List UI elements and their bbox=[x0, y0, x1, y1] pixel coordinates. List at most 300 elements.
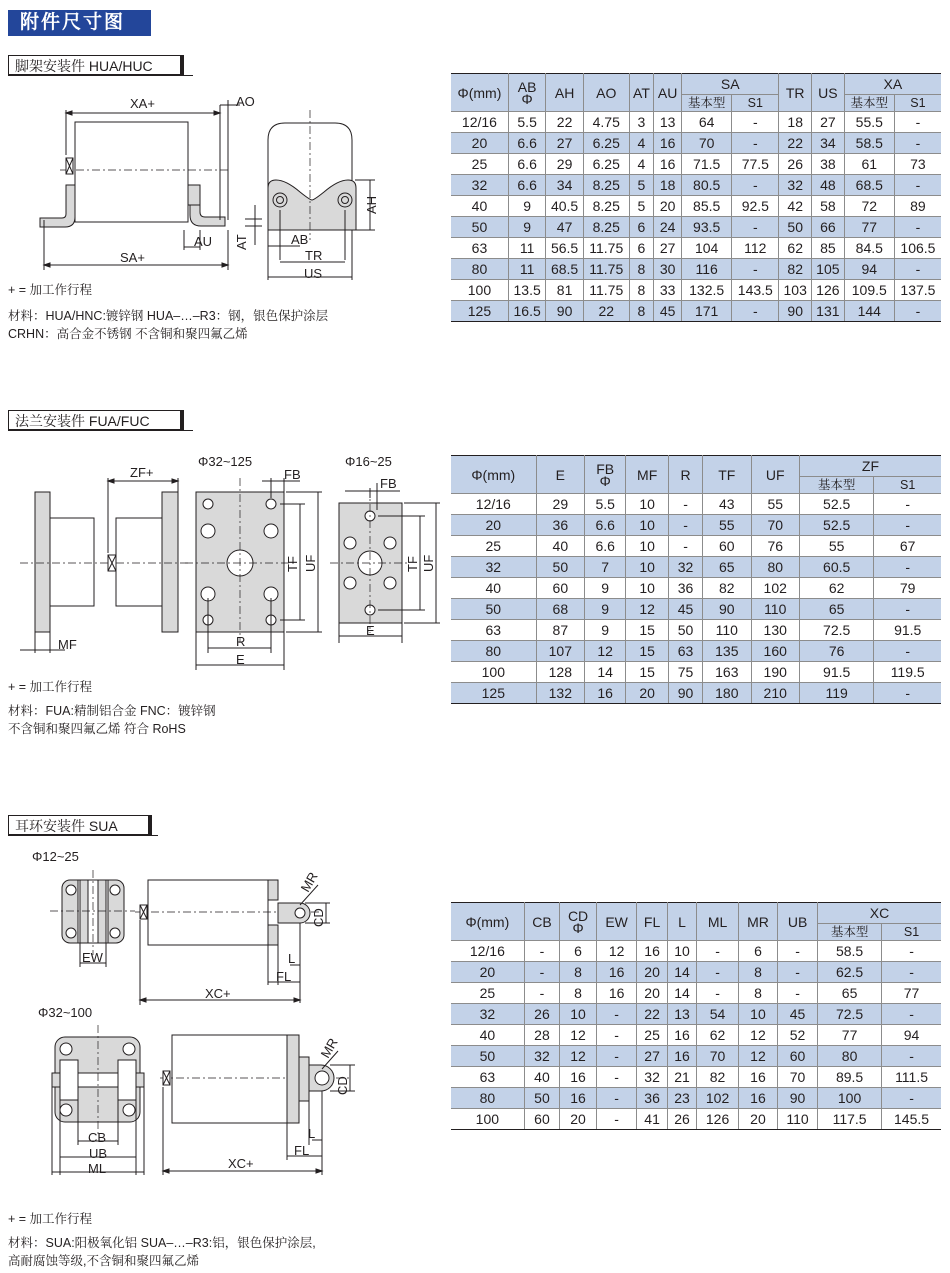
clevis-mount-drawing bbox=[0, 845, 445, 1200]
table-cell: 62 bbox=[779, 238, 812, 259]
table-cell: 32 bbox=[451, 557, 536, 578]
table-cell: - bbox=[596, 1088, 636, 1109]
table-cell: 60.5 bbox=[799, 557, 873, 578]
table-cell: 16 bbox=[585, 683, 626, 704]
table-cell: - bbox=[894, 175, 941, 196]
table-cell: 6 bbox=[560, 941, 597, 962]
table-row bbox=[451, 515, 941, 536]
table-cell: 14 bbox=[667, 962, 696, 983]
table-cell: 41 bbox=[637, 1109, 668, 1130]
table-cell: 110 bbox=[751, 599, 799, 620]
table-cell: 111.5 bbox=[882, 1067, 941, 1088]
table-cell: 70 bbox=[778, 1067, 818, 1088]
dim-cd-big: CD bbox=[335, 1076, 350, 1095]
table-cell: 22 bbox=[546, 112, 583, 133]
table-cell: 15 bbox=[626, 641, 669, 662]
table-cell: 80 bbox=[818, 1046, 882, 1067]
table-cell: 52 bbox=[778, 1025, 818, 1046]
table-cell: 16 bbox=[560, 1067, 597, 1088]
table-cell: 22 bbox=[583, 301, 629, 322]
table-cell: 84.5 bbox=[844, 238, 894, 259]
table-cell: 8 bbox=[738, 962, 777, 983]
fua-dimension-table bbox=[451, 455, 941, 704]
table-cell: 40 bbox=[451, 196, 508, 217]
table-cell: 6 bbox=[629, 217, 654, 238]
dim-uf-small: UF bbox=[421, 554, 436, 572]
dim-tf: TF bbox=[285, 556, 300, 572]
table-cell: 47 bbox=[546, 217, 583, 238]
table-cell: 90 bbox=[668, 683, 702, 704]
table-cell: 12 bbox=[738, 1046, 777, 1067]
header-cell: XA bbox=[844, 74, 941, 95]
table-cell: - bbox=[874, 641, 941, 662]
header-cell: L bbox=[667, 903, 696, 941]
dim-xc-big: XC+ bbox=[228, 1156, 254, 1171]
subheader-cell: S1 bbox=[732, 95, 779, 112]
table-cell: - bbox=[882, 1088, 941, 1109]
table-cell: 12 bbox=[626, 599, 669, 620]
table-cell: 60 bbox=[536, 578, 584, 599]
dim-cd: CD bbox=[311, 908, 326, 927]
table-row bbox=[451, 662, 941, 683]
table-cell: 102 bbox=[751, 578, 799, 599]
table-cell: 4 bbox=[629, 154, 654, 175]
page-title-banner bbox=[8, 10, 151, 36]
table-row bbox=[451, 175, 941, 196]
table-cell: 12 bbox=[596, 941, 636, 962]
table-cell: 10 bbox=[667, 941, 696, 962]
table-cell: 48 bbox=[812, 175, 845, 196]
table-cell: 80.5 bbox=[682, 175, 732, 196]
dim-uf: UF bbox=[303, 554, 318, 572]
table-cell: 91.5 bbox=[874, 620, 941, 641]
section-divider bbox=[8, 835, 158, 836]
table-cell: 70 bbox=[682, 133, 732, 154]
table-row bbox=[451, 641, 941, 662]
table-cell: 10 bbox=[626, 536, 669, 557]
table-cell: 25 bbox=[451, 154, 508, 175]
foot-mount-drawing bbox=[0, 80, 440, 280]
table-cell: 90 bbox=[779, 301, 812, 322]
table-cell: 70 bbox=[697, 1046, 739, 1067]
section-notes-hua bbox=[8, 281, 328, 343]
table-cell: - bbox=[778, 962, 818, 983]
table-row bbox=[451, 280, 941, 301]
table-cell: 36 bbox=[637, 1088, 668, 1109]
table-row bbox=[451, 620, 941, 641]
header-cell: TR bbox=[779, 74, 812, 112]
dim-ml: ML bbox=[88, 1161, 107, 1176]
table-cell: 100 bbox=[451, 662, 536, 683]
header-cell: FB Φ bbox=[585, 456, 626, 494]
table-cell: 10 bbox=[626, 515, 669, 536]
table-cell: 20 bbox=[451, 133, 508, 154]
table-cell: 26 bbox=[667, 1109, 696, 1130]
label-size-32-125: Φ32~125 bbox=[198, 454, 253, 469]
table-cell: 89.5 bbox=[818, 1067, 882, 1088]
note-material-2: 高耐腐蚀等级,不含铜和聚四氟乙烯 bbox=[8, 1254, 199, 1268]
table-cell: 50 bbox=[451, 1046, 524, 1067]
table-row bbox=[451, 557, 941, 578]
note-stroke: + = 加工作行程 bbox=[8, 1212, 93, 1226]
table-cell: 117.5 bbox=[818, 1109, 882, 1130]
dim-ub: UB bbox=[89, 1146, 108, 1161]
table-row bbox=[451, 683, 941, 704]
table-row bbox=[451, 578, 941, 599]
table-cell: 12/16 bbox=[451, 941, 524, 962]
table-cell: 10 bbox=[560, 1004, 597, 1025]
table-row bbox=[451, 196, 941, 217]
table-cell: 90 bbox=[778, 1088, 818, 1109]
table-row bbox=[451, 217, 941, 238]
table-cell: 80 bbox=[451, 1088, 524, 1109]
table-cell: 11 bbox=[508, 259, 545, 280]
note-stroke: + = 加工作行程 bbox=[8, 283, 93, 297]
table-body bbox=[451, 941, 941, 1130]
table-cell: 66 bbox=[812, 217, 845, 238]
table-cell: 15 bbox=[626, 620, 669, 641]
header-cell: AB Φ bbox=[508, 74, 545, 112]
table-cell: 55 bbox=[799, 536, 873, 557]
table-cell: 104 bbox=[682, 238, 732, 259]
table-cell: 70 bbox=[751, 515, 799, 536]
table-cell: 82 bbox=[697, 1067, 739, 1088]
table-cell: - bbox=[894, 217, 941, 238]
section-title-sua: 耳环安装件 SUA bbox=[8, 815, 148, 835]
table-cell: 11.75 bbox=[583, 238, 629, 259]
header-cell: SA bbox=[682, 74, 779, 95]
table-cell: 100 bbox=[818, 1088, 882, 1109]
table-cell: 190 bbox=[751, 662, 799, 683]
table-cell: 25 bbox=[637, 1025, 668, 1046]
header-cell: Φ(mm) bbox=[451, 456, 536, 494]
table-cell: 112 bbox=[732, 238, 779, 259]
table-cell: 125 bbox=[451, 301, 508, 322]
table-row bbox=[451, 536, 941, 557]
table-cell: 11.75 bbox=[583, 259, 629, 280]
table-row bbox=[451, 962, 941, 983]
table-cell: 9 bbox=[585, 578, 626, 599]
table-cell: - bbox=[894, 112, 941, 133]
dim-at: AT bbox=[234, 234, 249, 250]
header-cell: MF bbox=[626, 456, 669, 494]
table-cell: 143.5 bbox=[732, 280, 779, 301]
table-cell: 77 bbox=[818, 1025, 882, 1046]
table-cell: 16 bbox=[667, 1025, 696, 1046]
header-cell: CB bbox=[524, 903, 559, 941]
table-cell: - bbox=[732, 133, 779, 154]
table-cell: 12 bbox=[560, 1025, 597, 1046]
table-body bbox=[451, 112, 941, 322]
table-cell: 13 bbox=[654, 112, 682, 133]
table-cell: 58.5 bbox=[818, 941, 882, 962]
table-cell: 16 bbox=[654, 133, 682, 154]
table-cell: 54 bbox=[697, 1004, 739, 1025]
table-cell: 63 bbox=[451, 1067, 524, 1088]
table-row bbox=[451, 301, 941, 322]
table-cell: 73 bbox=[894, 154, 941, 175]
table-cell: 125 bbox=[451, 683, 536, 704]
table-cell: 23 bbox=[667, 1088, 696, 1109]
table-cell: 14 bbox=[667, 983, 696, 1004]
table-cell: 6.6 bbox=[585, 536, 626, 557]
dim-mf: MF bbox=[58, 637, 77, 652]
table-cell: 6.6 bbox=[508, 154, 545, 175]
table-cell: 34 bbox=[546, 175, 583, 196]
table-cell: 67 bbox=[874, 536, 941, 557]
table-cell: 126 bbox=[697, 1109, 739, 1130]
dim-fb: FB bbox=[284, 467, 301, 482]
table-row bbox=[451, 1046, 941, 1067]
table-cell: - bbox=[697, 962, 739, 983]
section-notes-fua bbox=[8, 678, 216, 738]
dim-sa: SA+ bbox=[120, 250, 145, 265]
table-cell: 5.5 bbox=[508, 112, 545, 133]
header-cell: E bbox=[536, 456, 584, 494]
dim-ao: AO bbox=[236, 94, 255, 109]
table-cell: 32 bbox=[668, 557, 702, 578]
dim-xc: XC+ bbox=[205, 986, 231, 1001]
table-cell: 40 bbox=[451, 1025, 524, 1046]
table-cell: 100 bbox=[451, 1109, 524, 1130]
table-cell: 119.5 bbox=[874, 662, 941, 683]
table-row bbox=[451, 494, 941, 515]
table-cell: 63 bbox=[668, 641, 702, 662]
table-cell: 72.5 bbox=[799, 620, 873, 641]
table-cell: 6.25 bbox=[583, 154, 629, 175]
table-row bbox=[451, 983, 941, 1004]
table-cell: 80 bbox=[451, 641, 536, 662]
table-cell: 63 bbox=[451, 238, 508, 259]
header-cell: US bbox=[812, 74, 845, 112]
table-cell: 7 bbox=[585, 557, 626, 578]
dim-fl: FL bbox=[276, 969, 292, 984]
table-row bbox=[451, 154, 941, 175]
dim-xa: XA+ bbox=[130, 96, 155, 111]
table-cell: 8 bbox=[560, 983, 597, 1004]
table-cell: - bbox=[697, 941, 739, 962]
table-cell: 6.6 bbox=[508, 133, 545, 154]
table-row bbox=[451, 259, 941, 280]
subheader-cell: 基本型 bbox=[844, 95, 894, 112]
subheader-cell: S1 bbox=[894, 95, 941, 112]
label-size-32-100: Φ32~100 bbox=[38, 1005, 93, 1020]
dim-tr: TR bbox=[305, 248, 323, 263]
table-cell: 11 bbox=[508, 238, 545, 259]
table-cell: 36 bbox=[536, 515, 584, 536]
table-cell: 116 bbox=[682, 259, 732, 280]
table-cell: 85 bbox=[812, 238, 845, 259]
table-cell: 58 bbox=[812, 196, 845, 217]
table-cell: 91.5 bbox=[799, 662, 873, 683]
table-cell: 6.6 bbox=[585, 515, 626, 536]
table-cell: - bbox=[894, 133, 941, 154]
table-cell: 12/16 bbox=[451, 112, 508, 133]
table-cell: - bbox=[668, 536, 702, 557]
table-cell: 105 bbox=[812, 259, 845, 280]
header-cell: XC bbox=[818, 903, 941, 924]
table-cell: 45 bbox=[668, 599, 702, 620]
table-cell: 5.5 bbox=[585, 494, 626, 515]
table-cell: 50 bbox=[536, 557, 584, 578]
label-size-12-25: Φ12~25 bbox=[32, 849, 79, 864]
section-notes-sua bbox=[8, 1210, 316, 1270]
table-cell: 16 bbox=[596, 983, 636, 1004]
table-cell: 8 bbox=[629, 280, 654, 301]
note-material: 材料：SUA:阳极氧化铝 SUA–…–R3:铝，银色保护涂层, bbox=[8, 1236, 316, 1250]
table-cell: 102 bbox=[697, 1088, 739, 1109]
table-cell: - bbox=[882, 962, 941, 983]
table-cell: - bbox=[668, 515, 702, 536]
table-cell: 10 bbox=[626, 494, 669, 515]
table-cell: 119 bbox=[799, 683, 873, 704]
table-cell: 210 bbox=[751, 683, 799, 704]
table-cell: 28 bbox=[524, 1025, 559, 1046]
header-cell: AT bbox=[629, 74, 654, 112]
table-cell: 65 bbox=[799, 599, 873, 620]
table-cell: 30 bbox=[654, 259, 682, 280]
table-cell: 18 bbox=[654, 175, 682, 196]
header-cell: CD Φ bbox=[560, 903, 597, 941]
dim-tf-small: TF bbox=[405, 556, 420, 572]
dim-ah: AH bbox=[364, 195, 379, 214]
table-cell: 50 bbox=[451, 217, 508, 238]
table-cell: 20 bbox=[626, 683, 669, 704]
table-row bbox=[451, 133, 941, 154]
dim-mr-big: MR bbox=[317, 1035, 341, 1061]
note-stroke: + = 加工作行程 bbox=[8, 680, 93, 694]
table-cell: 6.6 bbox=[508, 175, 545, 196]
header-cell: ML bbox=[697, 903, 739, 941]
table-cell: 52.5 bbox=[799, 515, 873, 536]
dim-ew: EW bbox=[82, 950, 103, 965]
table-cell: 20 bbox=[637, 962, 668, 983]
table-cell: 8 bbox=[738, 983, 777, 1004]
table-cell: 27 bbox=[654, 238, 682, 259]
table-cell: 20 bbox=[560, 1109, 597, 1130]
table-cell: 16 bbox=[667, 1046, 696, 1067]
table-cell: - bbox=[732, 112, 779, 133]
dim-ab: AB bbox=[291, 232, 309, 247]
table-cell: - bbox=[882, 1004, 941, 1025]
table-cell: 9 bbox=[508, 217, 545, 238]
table-cell: 71.5 bbox=[682, 154, 732, 175]
table-cell: 13.5 bbox=[508, 280, 545, 301]
table-cell: 56.5 bbox=[546, 238, 583, 259]
table-cell: 14 bbox=[585, 662, 626, 683]
dim-l: L bbox=[288, 951, 296, 966]
table-cell: 109.5 bbox=[844, 280, 894, 301]
table-cell: 79 bbox=[874, 578, 941, 599]
table-cell: 90 bbox=[546, 301, 583, 322]
table-cell: - bbox=[894, 259, 941, 280]
table-cell: 45 bbox=[778, 1004, 818, 1025]
table-cell: 77 bbox=[844, 217, 894, 238]
table-cell: 132.5 bbox=[682, 280, 732, 301]
table-body bbox=[451, 494, 941, 704]
table-cell: - bbox=[874, 515, 941, 536]
table-cell: 77 bbox=[882, 983, 941, 1004]
dim-r: R bbox=[236, 634, 246, 649]
table-cell: 126 bbox=[812, 280, 845, 301]
table-cell: 131 bbox=[812, 301, 845, 322]
table-cell: 132 bbox=[536, 683, 584, 704]
table-cell: 89 bbox=[894, 196, 941, 217]
table-cell: 5 bbox=[629, 175, 654, 196]
table-cell: 32 bbox=[451, 1004, 524, 1025]
table-cell: 16 bbox=[738, 1088, 777, 1109]
table-cell: 12 bbox=[585, 641, 626, 662]
table-cell: - bbox=[596, 1067, 636, 1088]
table-cell: 16 bbox=[654, 154, 682, 175]
table-cell: 8 bbox=[629, 301, 654, 322]
table-cell: - bbox=[732, 259, 779, 280]
section-title-fua: 法兰安装件 FUA/FUC bbox=[8, 410, 180, 430]
table-cell: - bbox=[596, 1025, 636, 1046]
header-cell: Φ(mm) bbox=[451, 903, 524, 941]
page-title: 附件尺寸图 bbox=[20, 12, 126, 33]
table-cell: 10 bbox=[626, 578, 669, 599]
header-cell: UF bbox=[751, 456, 799, 494]
table-cell: - bbox=[778, 983, 818, 1004]
table-cell: 20 bbox=[451, 515, 536, 536]
table-row bbox=[451, 1109, 941, 1130]
dim-l-big: L bbox=[308, 1126, 316, 1141]
table-cell: 15 bbox=[626, 662, 669, 683]
table-cell: 33 bbox=[654, 280, 682, 301]
table-cell: 82 bbox=[779, 259, 812, 280]
table-cell: 92.5 bbox=[732, 196, 779, 217]
table-cell: 8.25 bbox=[583, 175, 629, 196]
table-cell: 8 bbox=[629, 259, 654, 280]
table-cell: 6.25 bbox=[583, 133, 629, 154]
table-cell: 25 bbox=[451, 983, 524, 1004]
header-cell: EW bbox=[596, 903, 636, 941]
subheader-cell: 基本型 bbox=[818, 924, 882, 941]
dim-us: US bbox=[304, 266, 323, 280]
table-cell: 171 bbox=[682, 301, 732, 322]
table-cell: 135 bbox=[703, 641, 751, 662]
subheader-cell: S1 bbox=[874, 477, 941, 494]
table-cell: - bbox=[697, 983, 739, 1004]
table-cell: 160 bbox=[751, 641, 799, 662]
table-cell: 13 bbox=[667, 1004, 696, 1025]
table-cell: 106.5 bbox=[894, 238, 941, 259]
table-cell: 27 bbox=[637, 1046, 668, 1067]
table-cell: 52.5 bbox=[799, 494, 873, 515]
subheader-cell: S1 bbox=[882, 924, 941, 941]
table-cell: 22 bbox=[779, 133, 812, 154]
table-cell: 16 bbox=[560, 1088, 597, 1109]
table-cell: 9 bbox=[585, 599, 626, 620]
header-cell: FL bbox=[637, 903, 668, 941]
table-cell: - bbox=[882, 1046, 941, 1067]
table-cell: - bbox=[732, 175, 779, 196]
table-cell: - bbox=[894, 301, 941, 322]
table-cell: 80 bbox=[451, 259, 508, 280]
table-cell: 103 bbox=[779, 280, 812, 301]
table-cell: 94 bbox=[882, 1025, 941, 1046]
note-material: 材料：HUA/HNC:镀锌钢 HUA–…–R3：钢，银色保护涂层 bbox=[8, 309, 329, 323]
table-cell: 64 bbox=[682, 112, 732, 133]
table-cell: - bbox=[882, 941, 941, 962]
table-cell: 11.75 bbox=[583, 280, 629, 301]
table-cell: 50 bbox=[524, 1088, 559, 1109]
table-cell: 16 bbox=[738, 1067, 777, 1088]
table-cell: 87 bbox=[536, 620, 584, 641]
table-cell: 34 bbox=[812, 133, 845, 154]
dim-cb: CB bbox=[88, 1130, 107, 1145]
